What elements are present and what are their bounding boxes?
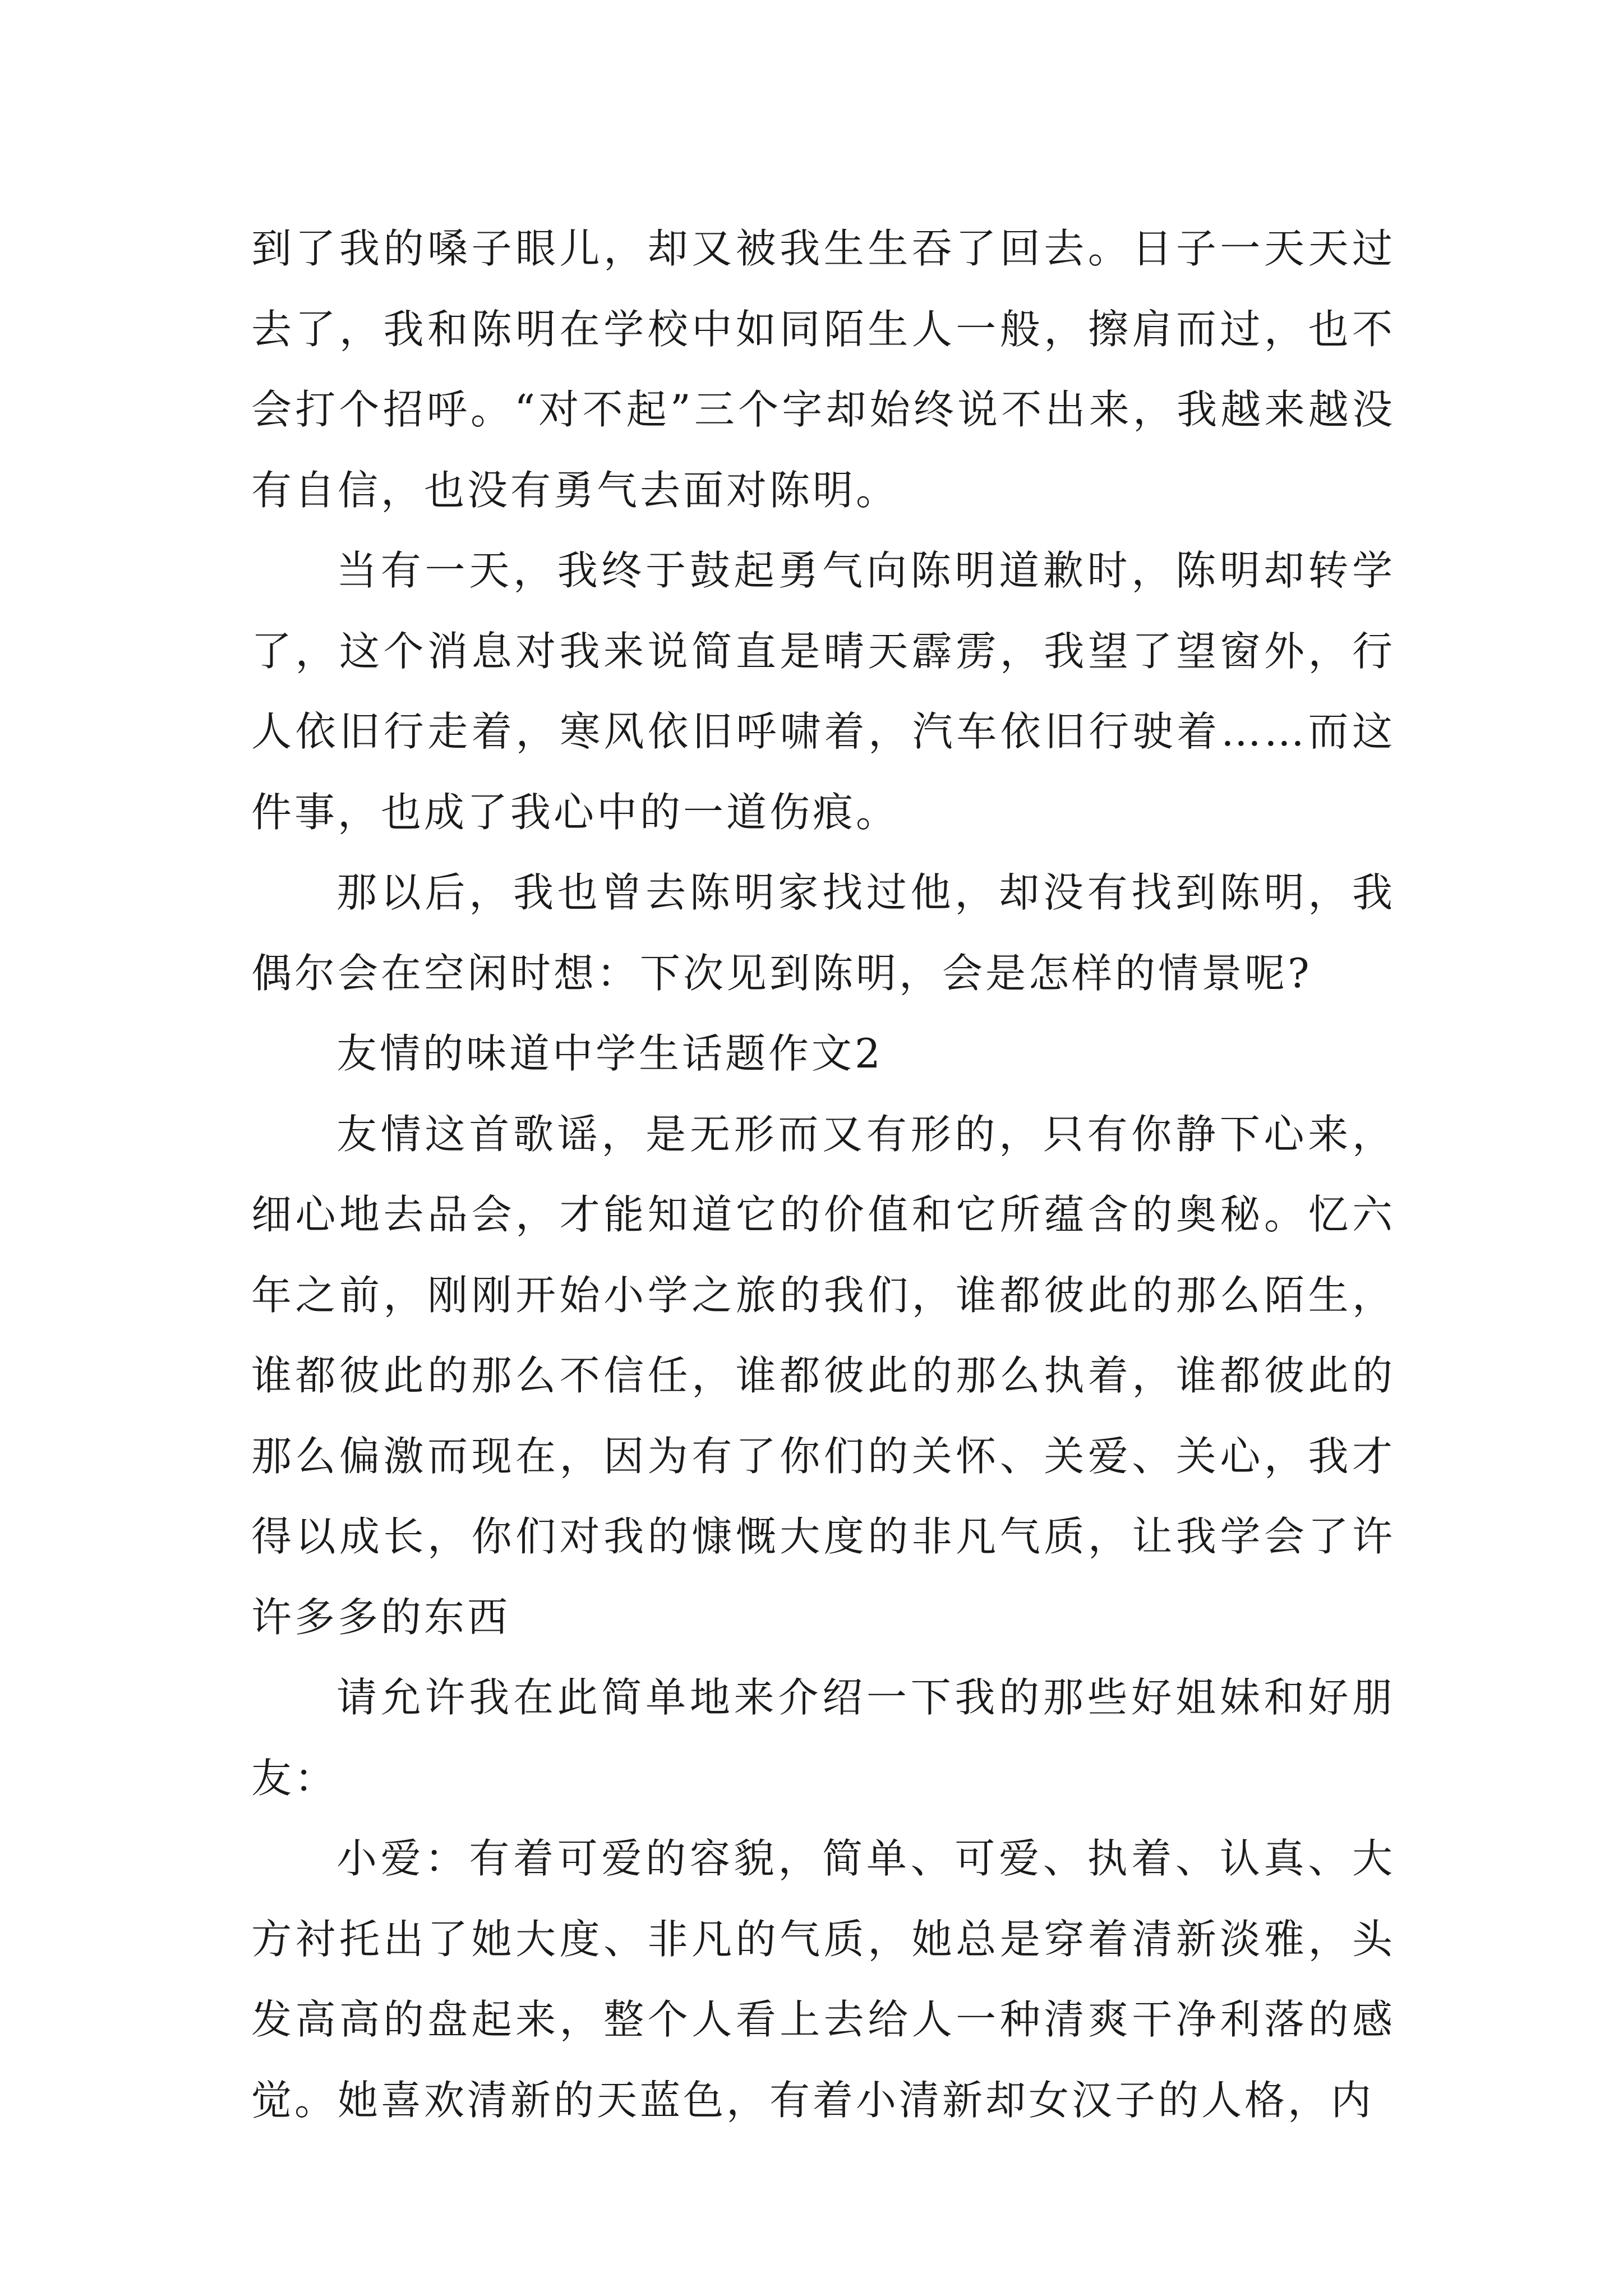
paragraph-5: 请允许我在此简单地来介绍一下我的那些好姐妹和好朋友： — [251, 1674, 1395, 1802]
paragraph-6: 小爱：有着可爱的容貌，简单、可爱、执着、认真、大方衬托出了她大度、非凡的气质，她总是穿着清新淡雅，头发高高的盘起来，整个人看上去给人一种清爽干净利落的感觉。她喜欢清新的天蓝色，有着小清新却女汉子的人格，内 — [251, 1835, 1395, 2124]
paragraph-4: 友情这首歌谣，是无形而又有形的，只有你静下心来，细心地去品会，才能知道它的价值和它所蕴含的奥秘。忆六年之前，刚刚开始小学之旅的我们，谁都彼此的那么陌生，谁都彼此的那么不信任，谁都彼此的那么执着，谁都彼此的那么偏激而现在，因为有了你们的关怀、关爱、关心，我才得以成长，你们对我的慷慨大度的非凡气质，让我学会了许许多多的东西 — [251, 1110, 1395, 1641]
paragraph-1: 到了我的嗓子眼儿，却又被我生生吞了回去。日子一天天过去了，我和陈明在学校中如同陌生人一般，擦肩而过，也不会打个招呼。“对不起”三个字却始终说不出来，我越来越没有自信，也没有勇气去面对陈明。 — [251, 225, 1395, 514]
section-title: 友情的味道中学生话题作文2 — [336, 1030, 883, 1077]
document-body — [251, 209, 1395, 2141]
paragraph-3: 那以后，我也曾去陈明家找过他，却没有找到陈明，我偶尔会在空闲时想：下次见到陈明，会是怎样的情景呢? — [251, 869, 1395, 997]
paragraph-2: 当有一天，我终于鼓起勇气向陈明道歉时，陈明却转学了，这个消息对我来说简直是晴天霹雳，我望了望窗外，行人依旧行走着，寒风依旧呼啸着，汽车依旧行驶着……而这件事，也成了我心中的一道伤痕。 — [251, 547, 1395, 836]
